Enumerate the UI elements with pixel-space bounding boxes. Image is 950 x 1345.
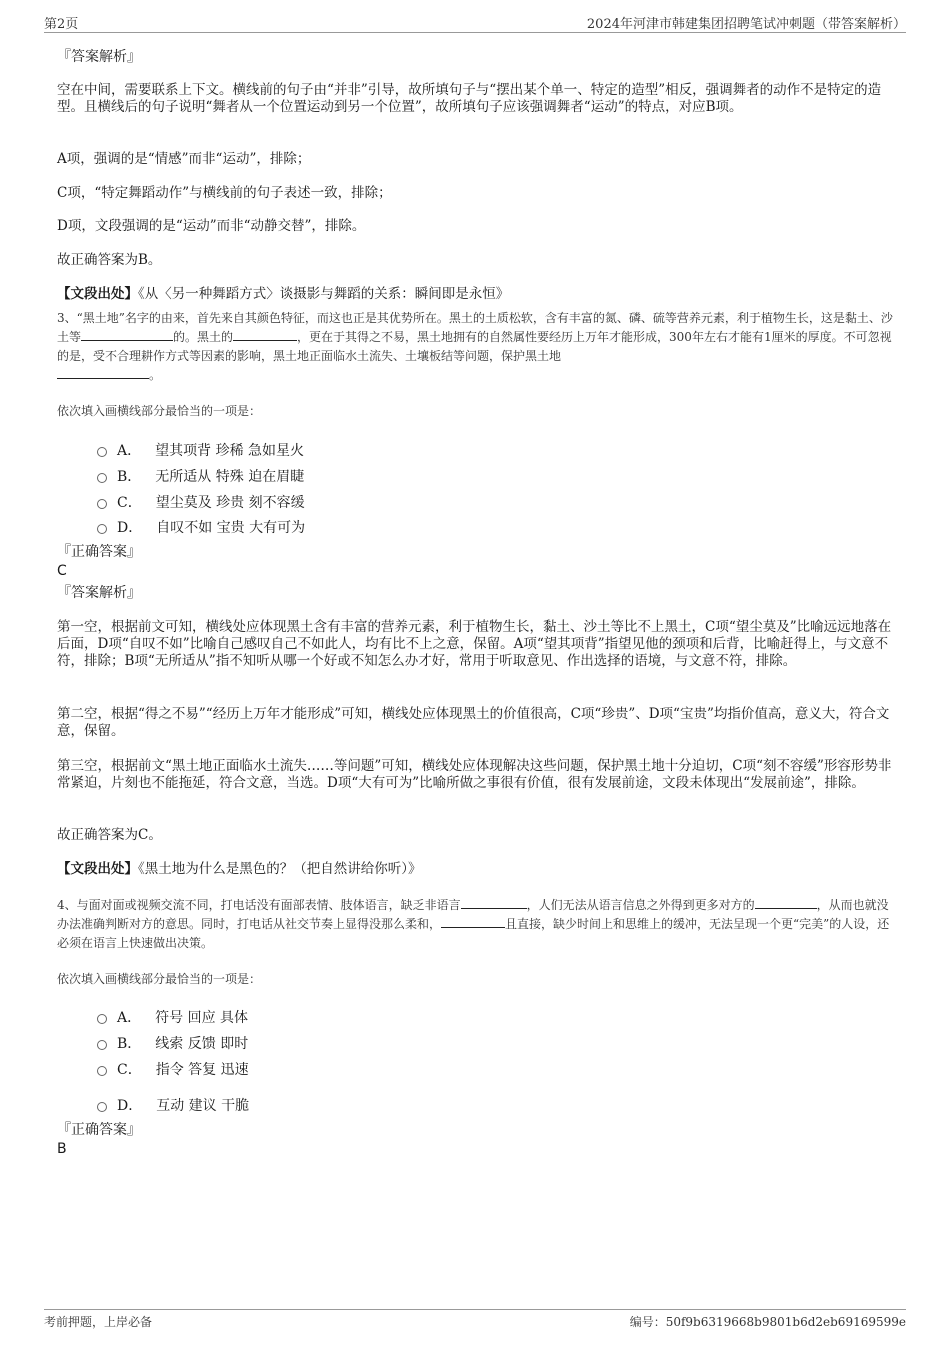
q3-correct-tag: 『正确答案』 — [57, 544, 141, 560]
option-label: A． — [117, 443, 142, 459]
q4-stem-part1: 4、与面对面或视频交流不同，打电话没有面部表情、肢体语言，缺乏非语言 — [57, 898, 461, 912]
q3-blank-2 — [233, 328, 297, 341]
q3-option-a[interactable] — [97, 440, 304, 460]
radio-icon[interactable] — [97, 447, 107, 457]
q4-option-c[interactable] — [97, 1059, 249, 1079]
q3-option-c[interactable] — [97, 492, 305, 512]
document-title: 2024年河津市韩建集团招聘笔试冲刺题（带答案解析） — [586, 17, 906, 32]
q3-analysis-tag: 『答案解析』 — [57, 585, 141, 601]
q2-source — [57, 286, 893, 303]
q2-analysis-p3: C项，“特定舞蹈动作”与横线前的句子表述一致，排除； — [57, 185, 392, 201]
q4-option-a[interactable] — [97, 1007, 248, 1027]
q4-stem-part2: ，人们无法从语言信息之外得到更多对方的 — [526, 898, 755, 912]
q3-prompt: 依次填入画横线部分最恰当的一项是： — [57, 404, 262, 418]
q3-option-d[interactable] — [97, 517, 305, 537]
header-divider — [44, 32, 906, 33]
q4-stem-part4: 且直接，缺少时间上和思维上的缓冲，无法呈现一个更“完美”的人设，还必须在语言上快速做出决策。 — [57, 917, 890, 950]
radio-icon[interactable] — [97, 524, 107, 534]
q3-stem — [57, 309, 893, 385]
q3-blank-1 — [81, 328, 173, 341]
option-text: 望尘莫及 珍贵 刻不容缓 — [155, 495, 305, 511]
option-text: 指令 答复 迅速 — [155, 1062, 249, 1078]
option-text: 无所适从 特殊 迫在眉睫 — [155, 469, 305, 485]
q3-stem-part2: 的。黑土的 — [173, 330, 234, 344]
source-text: 《黑土地为什么是黑色的？（把自然讲给你听）》 — [138, 861, 422, 877]
option-label: B． — [117, 469, 142, 485]
option-text: 自叹不如 宝贵 大有可为 — [156, 520, 306, 536]
radio-icon[interactable] — [97, 499, 107, 509]
page-number: 第2页 — [44, 17, 79, 32]
q4-blank-2 — [755, 896, 817, 909]
q4-option-d[interactable] — [97, 1095, 249, 1115]
radio-icon[interactable] — [97, 1066, 107, 1076]
q3-analysis-p3: 第三空，根据前文“黑土地正面临水土流失……等问题”可知，横线处应体现解决这些问题，保护黑土地十分迫切，C项“刻不容缓”形容形势非常紧迫，片刻也不能拖延，符合文意，当选。D项“大有可为”比喻所做之事很有价值，很有发展前途，文段未体现出“发展前途”，排除。 — [57, 758, 892, 791]
radio-icon[interactable] — [97, 1102, 107, 1112]
q4-prompt: 依次填入画横线部分最恰当的一项是： — [57, 972, 262, 986]
q3-blank-3 — [57, 366, 149, 379]
q3-stem-part1: 3、“黑土地”名字的由来，首先来自其颜色特征，而这也正是其优势所在。黑土的土质松软，含有丰富的氮、磷、硫等营养元素，利于植物生长，这是黏土、沙土等 — [57, 311, 893, 344]
footer-slogan: 考前押题，上岸必备 — [44, 1315, 153, 1329]
q3-stem-part3: ，更在于其得之不易，黑土地拥有的自然属性要经历上万年才能形成，300年左右才能有1厘米的厚度。不可忽视的是，受不合理耕作方式等因素的影响，黑土地正面临水土流失、土壤板结等问题，保护黑土地 — [57, 330, 892, 363]
q3-conclusion: 故正确答案为C。 — [57, 827, 162, 843]
option-label: A． — [117, 1010, 142, 1026]
q3-option-b[interactable] — [97, 466, 304, 486]
footer-divider — [44, 1309, 906, 1310]
option-label: C． — [117, 495, 142, 511]
option-text: 望其项背 珍稀 急如星火 — [155, 443, 305, 459]
q3-stem-part4: 。 — [149, 368, 162, 382]
option-label: C． — [117, 1062, 142, 1078]
q2-analysis-tag: 『答案解析』 — [57, 49, 141, 65]
page-header — [44, 13, 906, 33]
source-label: 【文段出处】 — [57, 861, 138, 877]
radio-icon[interactable] — [97, 1014, 107, 1024]
q4-answer: B — [57, 1141, 67, 1157]
q4-stem — [57, 896, 893, 953]
option-text: 符号 回应 具体 — [155, 1010, 249, 1026]
q3-answer: C — [57, 563, 67, 579]
option-label: D． — [117, 520, 143, 536]
q3-analysis-p1: 第一空，根据前文可知，横线处应体现黑土含有丰富的营养元素，利于植物生长，黏土、沙土等比不上黑土，C项“望尘莫及”比喻远远地落在后面，D项“自叹不如”比喻自己感叹自己不如此人，均有比不上之意，保留。A项“望其项背”指望见他的颈项和后背，比喻赶得上，与文意不符，排除；B项“无所适从”指不知听从哪一个好或不知怎么办才好，常用于听取意见、作出选择的语境，与文意不符，排除。 — [57, 619, 892, 669]
source-text: 《从〈另一种舞蹈方式〉谈摄影与舞蹈的关系：瞬间即是永恒》 — [138, 286, 510, 302]
q2-analysis-p2: A项，强调的是“情感”而非“运动”，排除； — [57, 151, 311, 167]
q4-option-b[interactable] — [97, 1033, 248, 1053]
option-label: B． — [117, 1036, 142, 1052]
document-id: 编号：50f9b6319668b9801b6d2eb69169599e — [629, 1315, 906, 1329]
option-text: 互动 建议 干脆 — [156, 1098, 250, 1114]
q2-analysis-p1: 空在中间，需要联系上下文。横线前的句子由“并非”引导，故所填句子与“摆出某个单一、特定的造型”相反，强调舞者的动作不是特定的造型。且横线后的句子说明“舞者从一个位置运动到另一个位置”，故所填句子应该强调舞者“运动”的特点，对应B项。 — [57, 82, 882, 115]
q4-blank-3 — [441, 915, 505, 928]
q4-blank-1 — [461, 896, 527, 909]
option-label: D． — [117, 1098, 143, 1114]
radio-icon[interactable] — [97, 473, 107, 483]
radio-icon[interactable] — [97, 1040, 107, 1050]
q3-source — [57, 861, 893, 878]
q3-analysis-p2: 第二空，根据“得之不易”“经历上万年才能形成”可知，横线处应体现黑土的价值很高，C项“珍贵”、D项“宝贵”均指价值高，意义大，符合文意，保留。 — [57, 706, 890, 739]
q4-stem-part3: ，从而也就没办法准确判断对方的意思。同时，打电话从社交节奏上显得没那么柔和， — [57, 898, 889, 931]
q2-conclusion: 故正确答案为B。 — [57, 252, 162, 268]
source-label: 【文段出处】 — [57, 286, 138, 302]
q2-analysis-p4: D项，文段强调的是“运动”而非“动静交替”，排除。 — [57, 218, 366, 234]
option-text: 线索 反馈 即时 — [155, 1036, 249, 1052]
q4-correct-tag: 『正确答案』 — [57, 1122, 141, 1138]
